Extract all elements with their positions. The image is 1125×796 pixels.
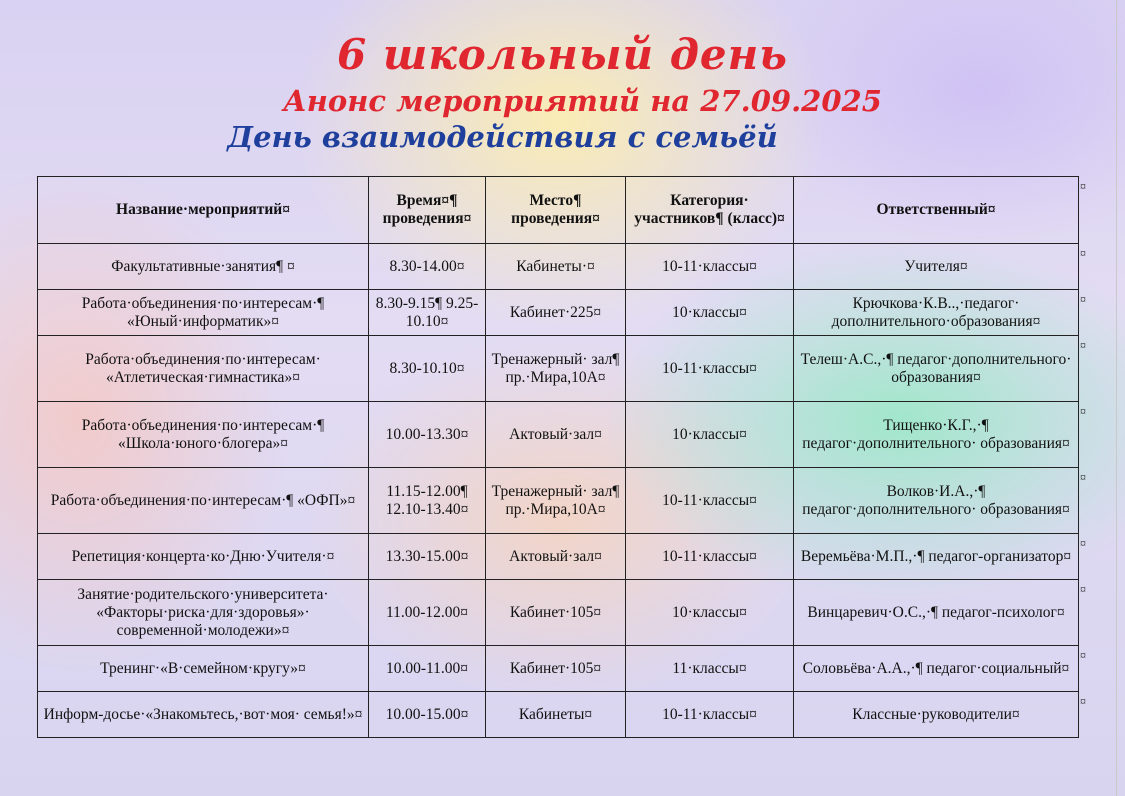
cell-place: Кабинет·105¤ xyxy=(486,580,626,646)
table-row xyxy=(38,580,1079,646)
cell-name: Тренинг·«В·семейном·кругу»¤ xyxy=(38,646,369,692)
cell-responsible: Учителя¤ xyxy=(794,244,1079,290)
table-row xyxy=(38,646,1079,692)
table-row xyxy=(38,336,1079,402)
cell-time: 11.15-12.00¶ 12.10-13.40¤ xyxy=(369,468,486,534)
cell-place: Кабинеты·¤ xyxy=(486,244,626,290)
cell-responsible: Волков·И.А.,·¶ педагог·дополнительного· образования¤ xyxy=(794,468,1079,534)
cell-responsible: Классные·руководители¤ xyxy=(794,692,1079,738)
row-end-mark: ¤ xyxy=(1080,245,1086,260)
row-end-mark: ¤ xyxy=(1080,291,1086,306)
row-end-mark: ¤ xyxy=(1080,693,1086,708)
cell-name: Репетиция·концерта·ко·Дню·Учителя·¤ xyxy=(38,534,369,580)
cell-place: Тренажерный· зал¶ пр.·Мира,10А¤ xyxy=(486,468,626,534)
cell-name: Факультативные·занятия¶ ¤ xyxy=(38,244,369,290)
cell-time: 10.00-11.00¤ xyxy=(369,646,486,692)
cell-category: 10-11·классы¤ xyxy=(626,336,794,402)
page-subtitle: Анонс мероприятий на 27.09.2025 xyxy=(283,84,882,118)
row-end-mark: ¤ xyxy=(1080,581,1086,596)
column-header-place: Место¶ проведения¤ xyxy=(486,177,626,244)
cell-name: Работа·объединения·по·интересам·¶ «Школа·юного·блогера»¤ xyxy=(38,402,369,468)
cell-category: 10·классы¤ xyxy=(626,580,794,646)
row-end-mark: ¤ xyxy=(1080,647,1086,662)
cell-responsible: Тищенко·К.Г.,·¶ педагог·дополнительного· образования¤ xyxy=(794,402,1079,468)
cell-responsible: Телеш·А.С.,·¶ педагог·дополнительного· образования¤ xyxy=(794,336,1079,402)
row-end-mark: ¤ xyxy=(1080,403,1086,418)
cell-category: 10·классы¤ xyxy=(626,290,794,336)
page-title: 6 школьный день xyxy=(337,30,788,79)
cell-time: 8.30-10.10¤ xyxy=(369,336,486,402)
row-end-mark: ¤ xyxy=(1080,535,1086,550)
cell-category: 10-11·классы¤ xyxy=(626,692,794,738)
column-header-responsible: Ответственный¤ xyxy=(794,177,1079,244)
table-body xyxy=(38,244,1079,738)
cell-responsible: Веремьёва·М.П.,·¶ педагог-организатор¤ xyxy=(794,534,1079,580)
table-row xyxy=(38,534,1079,580)
cell-name: Информ-досье·«Знакомьтесь,·вот·моя· семья!»¤ xyxy=(38,692,369,738)
column-header-time: Время¤¶ проведения¤ xyxy=(369,177,486,244)
cell-name: Работа·объединения·по·интересам·¶ «ОФП»¤ xyxy=(38,468,369,534)
table-row xyxy=(38,692,1079,738)
cell-category: 10-11·классы¤ xyxy=(626,244,794,290)
cell-category: 10-11·классы¤ xyxy=(626,534,794,580)
cell-time: 10.00-15.00¤ xyxy=(369,692,486,738)
cell-time: 11.00-12.00¤ xyxy=(369,580,486,646)
events-table xyxy=(37,176,1079,738)
cell-category: 11·классы¤ xyxy=(626,646,794,692)
cell-category: 10·классы¤ xyxy=(626,402,794,468)
cell-category: 10-11·классы¤ xyxy=(626,468,794,534)
cell-responsible: Соловьёва·А.А.,·¶ педагог·социальный¤ xyxy=(794,646,1079,692)
row-end-mark: ¤ xyxy=(1080,178,1086,193)
cell-time: 10.00-13.30¤ xyxy=(369,402,486,468)
cell-responsible: Крючкова·К.В..,·педагог· дополнительного·образования¤ xyxy=(794,290,1079,336)
cell-name: Работа·объединения·по·интересам·¶ «Юный·информатик»¤ xyxy=(38,290,369,336)
cell-time: 8.30-9.15¶ 9.25-10.10¤ xyxy=(369,290,486,336)
cell-place: Кабинет·225¤ xyxy=(486,290,626,336)
cell-time: 8.30-14.00¤ xyxy=(369,244,486,290)
cell-place: Актовый·зал¤ xyxy=(486,534,626,580)
column-header-name: Название·мероприятий¤ xyxy=(38,177,369,244)
table-row xyxy=(38,290,1079,336)
page-edge xyxy=(1116,0,1117,796)
page-subtitle-secondary: День взаимодействия с семьёй xyxy=(227,120,778,154)
cell-place: Актовый·зал¤ xyxy=(486,402,626,468)
row-end-mark: ¤ xyxy=(1080,337,1086,352)
cell-place: Тренажерный· зал¶ пр.·Мира,10А¤ xyxy=(486,336,626,402)
cell-place: Кабинеты¤ xyxy=(486,692,626,738)
row-end-mark: ¤ xyxy=(1080,469,1086,484)
cell-place: Кабинет·105¤ xyxy=(486,646,626,692)
table-row xyxy=(38,402,1079,468)
table-row xyxy=(38,244,1079,290)
cell-responsible: Винцаревич·О.С.,·¶ педагог-психолог¤ xyxy=(794,580,1079,646)
cell-name: Работа·объединения·по·интересам· «Атлетическая·гимнастика»¤ xyxy=(38,336,369,402)
table-row xyxy=(38,468,1079,534)
cell-time: 13.30-15.00¤ xyxy=(369,534,486,580)
table-header-row xyxy=(38,177,1079,244)
column-header-category: Категория· участников¶ (класс)¤ xyxy=(626,177,794,244)
cell-name: Занятие·родительского·университета· «Факторы·риска·для·здоровья»· современной·молодежи»¤ xyxy=(38,580,369,646)
